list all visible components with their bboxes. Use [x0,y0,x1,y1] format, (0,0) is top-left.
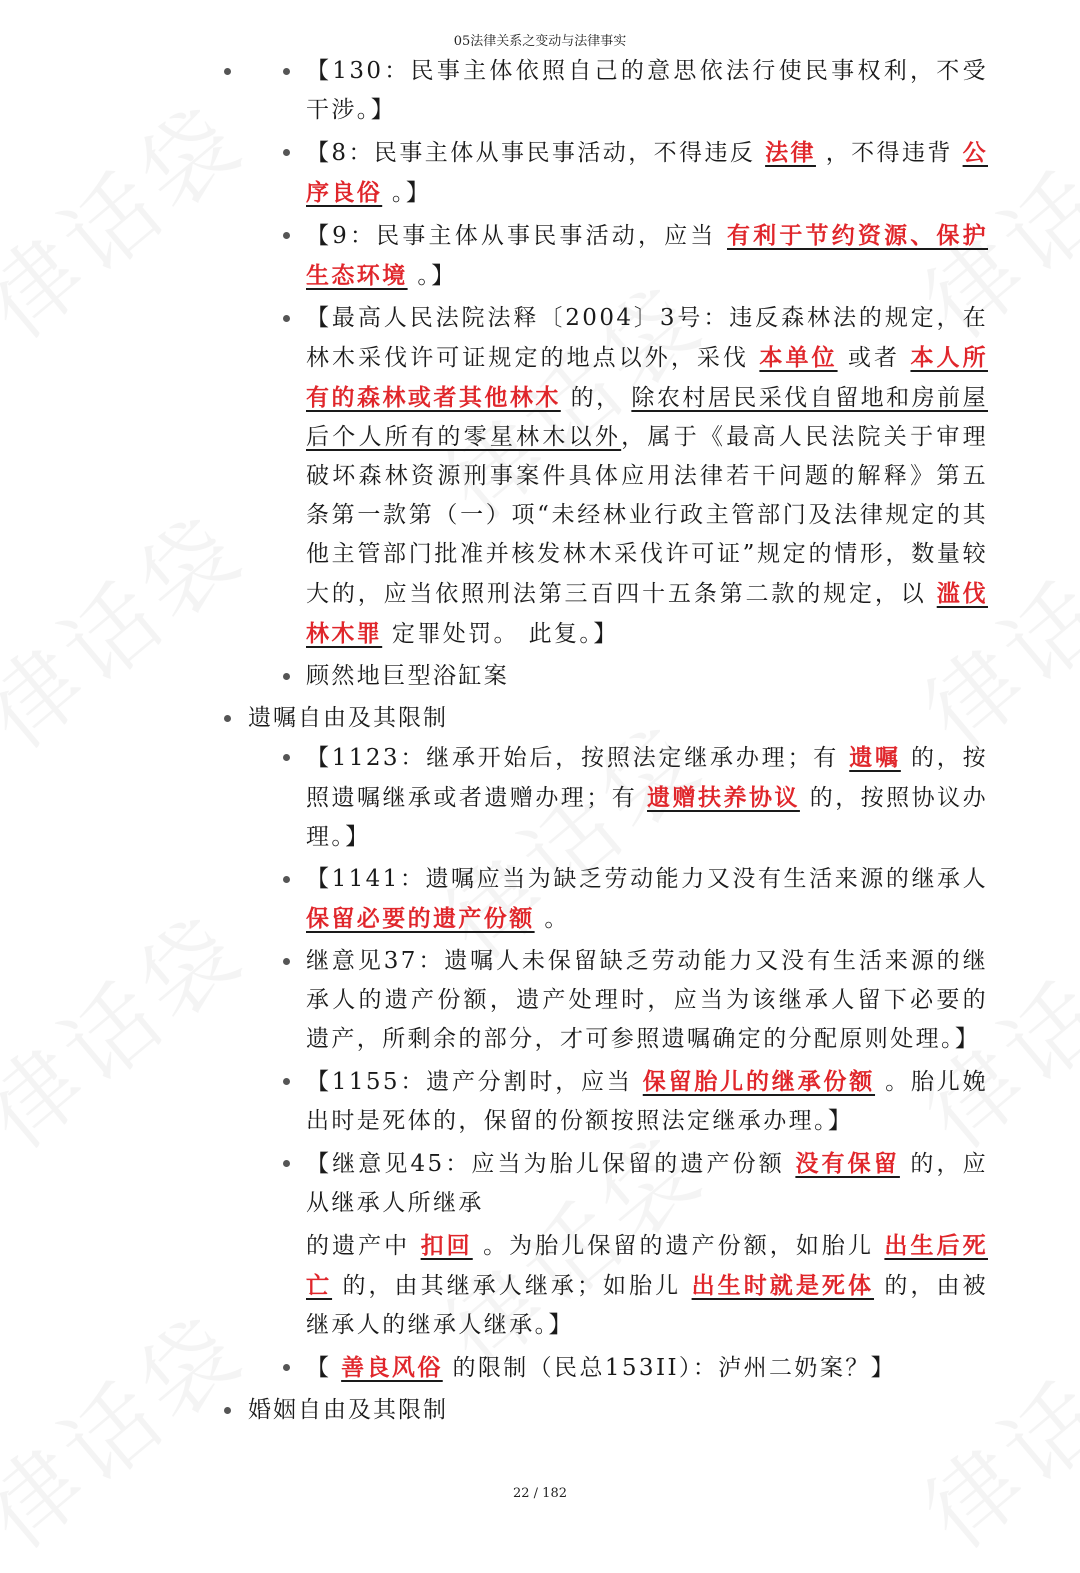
outline-item [0,699,1080,1388]
text: 的遗产中 [306,1233,411,1259]
text: ，不得违背 [825,140,953,166]
text: 【130：民事主体依照自己的意思依法行使民事权利，不受干涉。】 [306,58,988,123]
text: 的限制（民总153II）：泸州二奶案？】 [452,1355,897,1381]
sub-list [0,738,1080,1388]
document-body [0,52,1080,1430]
text: 或者 [847,345,901,371]
list-item [0,133,1080,213]
list-item [0,216,1080,296]
highlight: 遗赠扶养协议 [647,784,800,811]
outline-item [0,52,1080,696]
text: ，属于《最高人民法院关于审理破坏森林资源刑事案件具体应用法律若干问题的解释》第五条第一款第（一）项“未经林业行政主管部门及法律规定的其他主管部门批准并核发林木采伐许可证”规定的情形，数量较大的，应当依照刑法第三百四十五条第二款的规定，以 [306,424,988,607]
text: 【1141：遗嘱应当为缺乏劳动能力又没有生活来源的继承人 [306,866,988,892]
text: 。胎儿娩出时是死体的，保留的份额按照法定继承办理。】 [306,1069,988,1134]
text: 【1123：继承开始后，按照法定继承办理；有 [306,745,840,771]
highlight: 没有保留 [795,1150,900,1177]
highlight: 出生后死亡 [306,1232,988,1299]
text: 【 [306,1355,332,1381]
list-item [0,1144,1080,1223]
text: 。】 [391,180,432,206]
text: 【最高人民法院法释〔2004〕3号：违反森林法的规定，在林木采伐许可证规定的地点以外，采伐 [306,305,988,371]
highlight: 出生时就是死体 [691,1272,875,1299]
list-item [0,1062,1080,1141]
text: 。 [544,906,570,932]
list-item [0,1348,1080,1388]
underlined-text: 除农村居民采伐自留地和房前屋后个人所有的零星林木以外 [306,385,988,450]
text: 【继意见45：应当为胎儿保留的遗产份额 [306,1151,785,1177]
text: 的，按照遗嘱继承或者遗赠办理；有 [306,745,988,811]
list-item [0,299,1080,654]
outline-list [0,52,1080,1430]
text: 定罪处罚。 此复。】 [391,621,619,647]
highlight: 保留胎儿的继承份额 [642,1068,876,1095]
list-item [0,52,1080,130]
list-item [0,657,1080,696]
section-title: 遗嘱自由及其限制 [248,705,448,731]
highlight: 本单位 [759,344,838,371]
sub-list [0,52,1080,696]
text: 继意见37：遗嘱人未保留缺乏劳动能力又没有生活来源的继承人的遗产份额，遗产处理时，应当为该继承人留下必要的遗产，所剩余的部分，才可参照遗嘱确定的分配原则处理。】 [306,948,988,1052]
page-header: 05法律关系之变动与法律事实 [453,34,627,49]
outline-item [0,1391,1080,1430]
text: 的，应从继承人所继承 [306,1151,988,1216]
text: 的， [570,385,622,411]
text: 【9：民事主体从事民事活动，应当 [306,223,717,249]
highlight: 保留必要的遗产份额 [306,905,535,932]
text: 的，由被继承人的继承人继承。】 [306,1273,988,1338]
highlight: 滥伐林木罪 [306,580,988,647]
highlight: 善良风俗 [341,1354,443,1381]
list-item [0,1226,1080,1345]
highlight: 本人所有的森林或者其他林木 [306,344,988,411]
text: 的，由其继承人继承；如胎儿 [342,1273,682,1299]
highlight: 公序良俗 [306,139,988,206]
text: 【1155：遗产分割时，应当 [306,1069,633,1095]
section-title: 婚姻自由及其限制 [248,1397,448,1423]
text: 【8：民事主体从事民事活动，不得违反 [306,140,756,166]
text: 的，按照协议办理。】 [306,785,988,850]
page-number: 22 / 182 [513,1486,567,1501]
list-item [0,738,1080,857]
list-item [0,942,1080,1059]
list-item [0,860,1080,939]
highlight: 有利于节约资源、保护生态环境 [306,222,989,289]
text: 。】 [417,263,457,289]
highlight: 扣回 [420,1232,473,1259]
highlight: 遗嘱 [849,744,901,771]
text: 顾然地巨型浴缸案 [306,663,510,689]
highlight: 法律 [765,139,816,166]
text: 。为胎儿保留的遗产份额，如胎儿 [483,1233,875,1259]
